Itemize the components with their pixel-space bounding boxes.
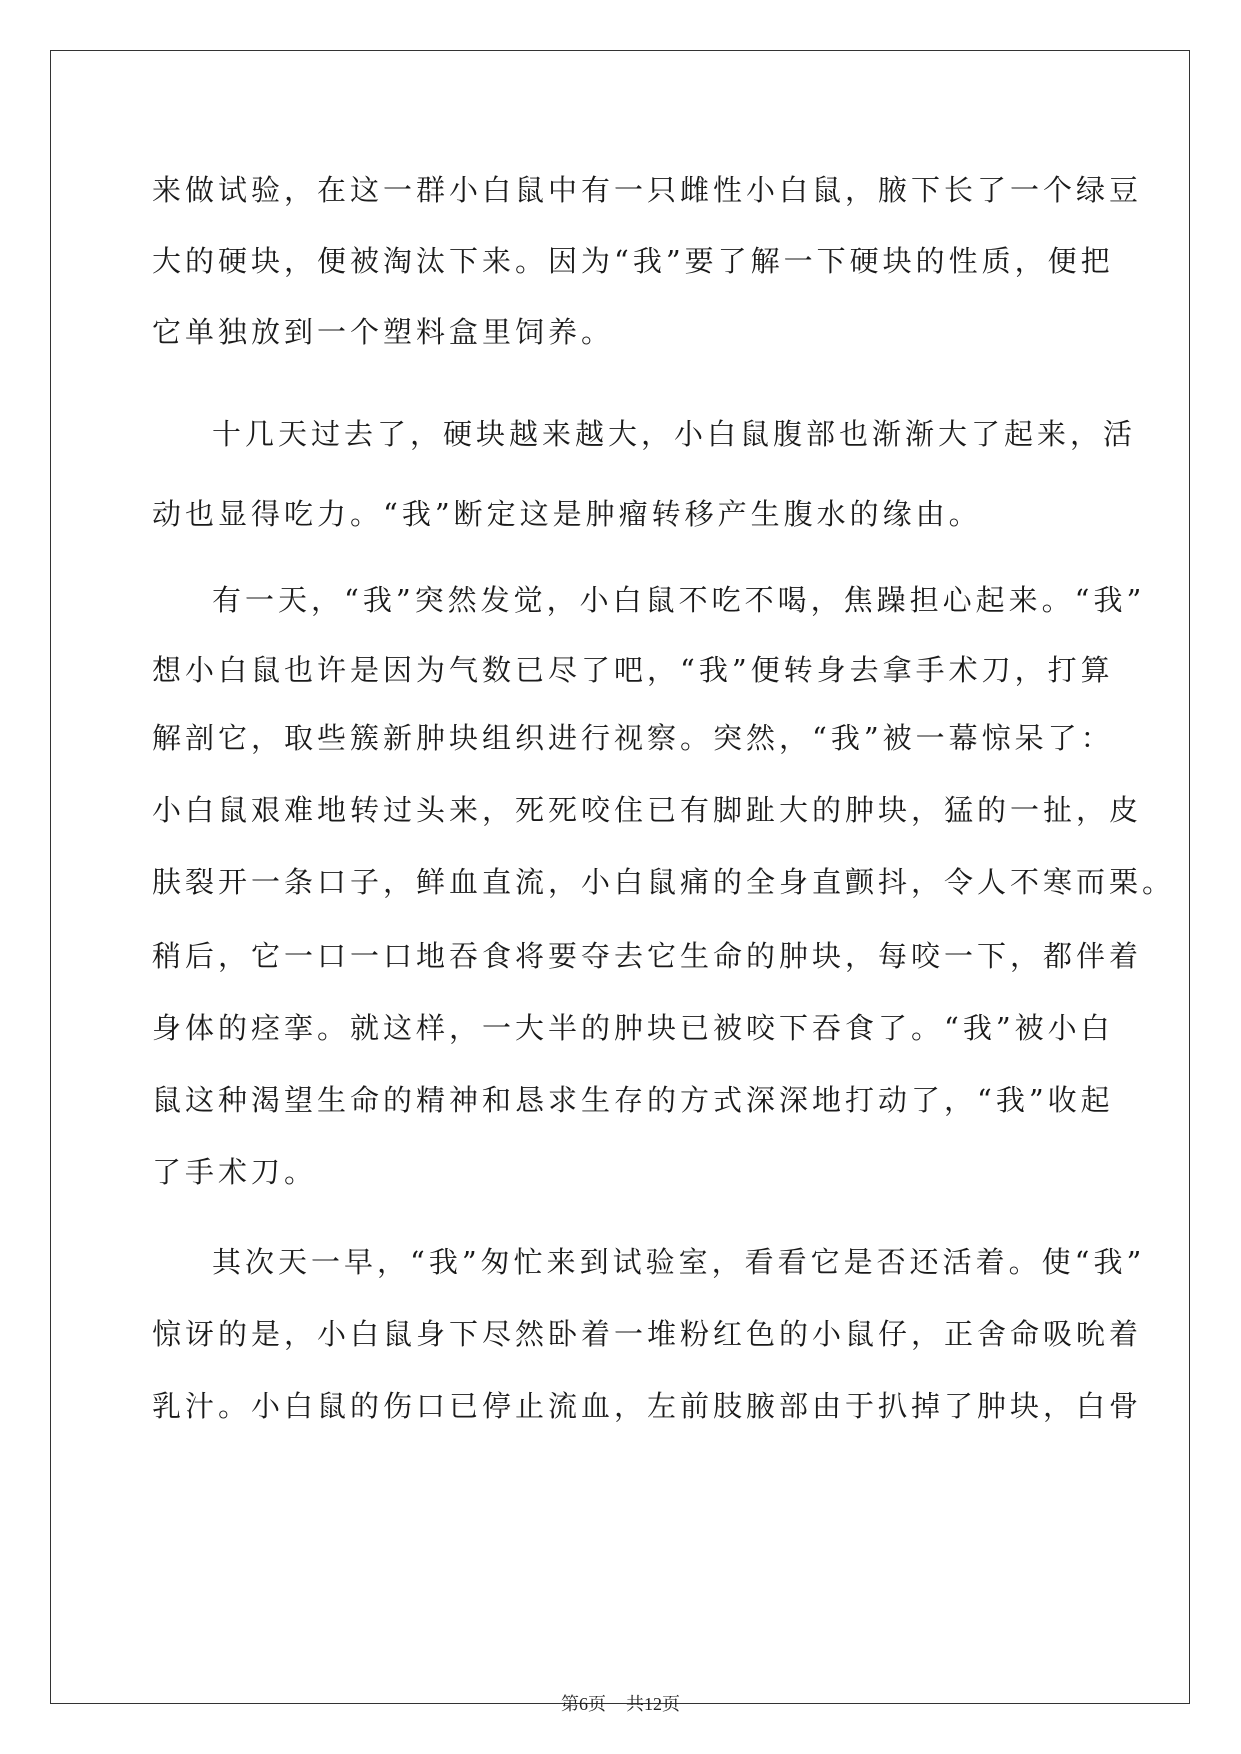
text-line-15: 其次天一早，“我”匆忙来到试验室，看看它是否还活着。使“我” (212, 1245, 1146, 1279)
text-line-8: 解剖它，取些簇新肿块组织进行视察。突然，“我”被一幕惊呆了： (152, 721, 1114, 755)
text-line-5: 动也显得吃力。“我”断定这是肿瘤转移产生腹水的缘由。 (152, 497, 982, 531)
text-line-14: 了手术刀。 (152, 1155, 318, 1189)
text-line-4: 十几天过去了，硬块越来越大，小白鼠腹部也渐渐大了起来，活 (212, 417, 1137, 451)
text-line-7: 想小白鼠也许是因为气数已尽了吧，“我”便转身去拿手术刀，打算 (152, 653, 1114, 687)
text-line-1: 来做试验，在这一群小白鼠中有一只雌性小白鼠，腋下长了一个绿豆 (152, 173, 1143, 207)
page-footer (0, 1690, 1241, 1716)
page-total: 共12页 (626, 1694, 680, 1714)
text-line-17: 乳汁。小白鼠的伤口已停止流血，左前肢腋部由于扒掉了肿块，白骨 (152, 1389, 1143, 1423)
text-line-13: 鼠这种渴望生命的精神和恳求生存的方式深深地打动了，“我”收起 (152, 1083, 1114, 1117)
page-number: 第6页 (561, 1694, 606, 1714)
text-line-9: 小白鼠艰难地转过头来，死死咬住已有脚趾大的肿块，猛的一扯，皮 (152, 793, 1143, 827)
text-line-3: 它单独放到一个塑料盒里饲养。 (152, 315, 615, 349)
text-line-6: 有一天，“我”突然发觉，小白鼠不吃不喝，焦躁担心起来。“我” (212, 583, 1146, 617)
text-line-10: 肤裂开一条口子，鲜血直流，小白鼠痛的全身直颤抖，令人不寒而栗。 (152, 865, 1176, 899)
text-line-11: 稍后，它一口一口地吞食将要夺去它生命的肿块，每咬一下，都伴着 (152, 939, 1143, 973)
text-line-2: 大的硬块，便被淘汰下来。因为“我”要了解一下硬块的性质，便把 (152, 244, 1114, 278)
text-line-16: 惊讶的是，小白鼠身下尽然卧着一堆粉红色的小鼠仔，正舍命吸吮着 (152, 1317, 1143, 1351)
text-line-12: 身体的痉挛。就这样，一大半的肿块已被咬下吞食了。“我”被小白 (152, 1011, 1114, 1045)
